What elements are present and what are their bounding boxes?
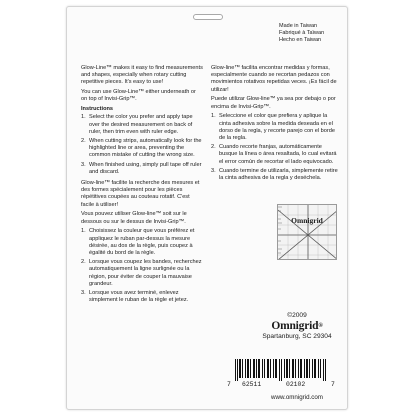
barcode-bars bbox=[231, 359, 333, 381]
company-name: Omnigrid bbox=[271, 320, 319, 332]
spanish-step-1 bbox=[211, 113, 339, 142]
origin-english: Made in Taiwan bbox=[279, 23, 318, 29]
french-usage: Vous pouvez utiliser Glow-line™ soit sur le dessous ou sur le dessus de Invisi-Grip™. bbox=[81, 211, 187, 225]
step-number: 1. bbox=[81, 114, 86, 121]
step-text: Cuando termine de utilizarla, simplemente retire la cinta adhesiva de la regla y deséchela. bbox=[219, 167, 338, 182]
step-text: When finished using, simply pull tape off ruler and discard. bbox=[89, 161, 202, 175]
spanish-step-2 bbox=[211, 144, 339, 166]
step-text: Lorsque vous avez terminé, enlevez simplement le ruban de la règle et jetez. bbox=[89, 290, 189, 304]
step-number: 3. bbox=[81, 290, 86, 297]
ruler-grid-graphic bbox=[278, 205, 337, 260]
company-logo bbox=[257, 320, 337, 333]
step-number: 2. bbox=[81, 138, 86, 145]
company-address: Spartanburg, SC 29304 bbox=[262, 333, 332, 340]
instructions-heading: Instructions bbox=[81, 106, 114, 113]
barcode-left-digits: 62511 bbox=[242, 381, 262, 388]
french-step-2 bbox=[81, 259, 203, 288]
ruler-illustration bbox=[277, 204, 337, 260]
step-text: Cuando recorte franjas, automáticamente busque la línea o área resaltada, lo cual evitará el error común de recortar el lado equivocado. bbox=[219, 144, 337, 165]
step-text: When cutting strips, automatically look for the highlighted line or area, preventing the common mistake of cutting the wrong size. bbox=[89, 138, 202, 159]
left-column bbox=[81, 65, 203, 306]
step-text: Select the color you prefer and apply tape over the desired measurement on back of ruler, then trim even with ruler edge. bbox=[89, 114, 193, 135]
right-column bbox=[211, 65, 339, 184]
website-url: www.omnigrid.com bbox=[271, 394, 323, 401]
ruler-brand: Omnigrid bbox=[291, 216, 323, 225]
english-step-2 bbox=[81, 138, 203, 160]
company-block bbox=[257, 312, 337, 341]
origin-french: Fabriqué à Taïwan bbox=[279, 30, 325, 36]
step-number: 3. bbox=[81, 161, 86, 168]
english-usage: You can use Glow-Line™ either underneath or on top of Invisi-Grip™. bbox=[81, 89, 196, 103]
french-step-1 bbox=[81, 228, 203, 257]
spanish-step-3 bbox=[211, 168, 339, 182]
step-text: Choisissez la couleur que vous préférez et appliquez le ruban par-dessus la mesure désirée, au dos de la règle, puis coupez à égalité du bord de la règle. bbox=[89, 228, 195, 257]
origin-spanish: Hecho en Taiwan bbox=[279, 37, 322, 43]
english-intro: Glow-Line™ makes it easy to find measurements and shapes, especially when rotary cutting repetitive pieces. It's easy to use! bbox=[81, 65, 203, 86]
step-text: Lorsque vous coupez les bandes, recherchez automatiquement la ligne surlignée ou la région, pour éviter de couper la mauvaise grandeur. bbox=[89, 259, 202, 287]
spanish-usage: Puede utilizar Glow-line™ ya sea por debajo o por encima de Invisi-Grip™. bbox=[211, 96, 336, 110]
step-number: 3. bbox=[211, 167, 216, 174]
step-number: 2. bbox=[81, 259, 86, 266]
origin-block bbox=[279, 23, 335, 44]
step-number: 1. bbox=[81, 228, 86, 235]
french-intro: Glow-line™ facilite la recherche des mesures et des formes spécialement pour les pièces répétitives coupées au couteau rotatif. C'est facile à utiliser! bbox=[81, 180, 200, 208]
spanish-intro: Glow-line™ facilita encontrar medidas y formas, especialmente cuando se recortan pedazos con movimientos rotativos repetidas veces. ¡Es fácil de utilizar! bbox=[211, 65, 337, 93]
hang-hole bbox=[193, 14, 223, 20]
english-step-1 bbox=[81, 114, 203, 136]
french-step-3 bbox=[81, 290, 203, 304]
step-number: 2. bbox=[211, 144, 216, 151]
barcode-check-digit: 7 bbox=[331, 381, 335, 388]
copyright-year: ©2009 bbox=[287, 312, 307, 319]
step-text: Seleccione el color que prefiera y aplique la cinta adhesiva sobre la medida deseada en el dorso de la regla, y recorte parejo con el borde de la regla. bbox=[219, 113, 335, 142]
step-number: 1. bbox=[211, 113, 216, 120]
barcode bbox=[227, 359, 337, 389]
barcode-right-digits: 02102 bbox=[286, 381, 306, 388]
product-label-card bbox=[66, 6, 348, 410]
english-step-3 bbox=[81, 162, 203, 176]
barcode-lead-digit: 7 bbox=[227, 381, 231, 388]
barcode-digits bbox=[227, 381, 337, 389]
registered-mark: ® bbox=[318, 323, 323, 329]
